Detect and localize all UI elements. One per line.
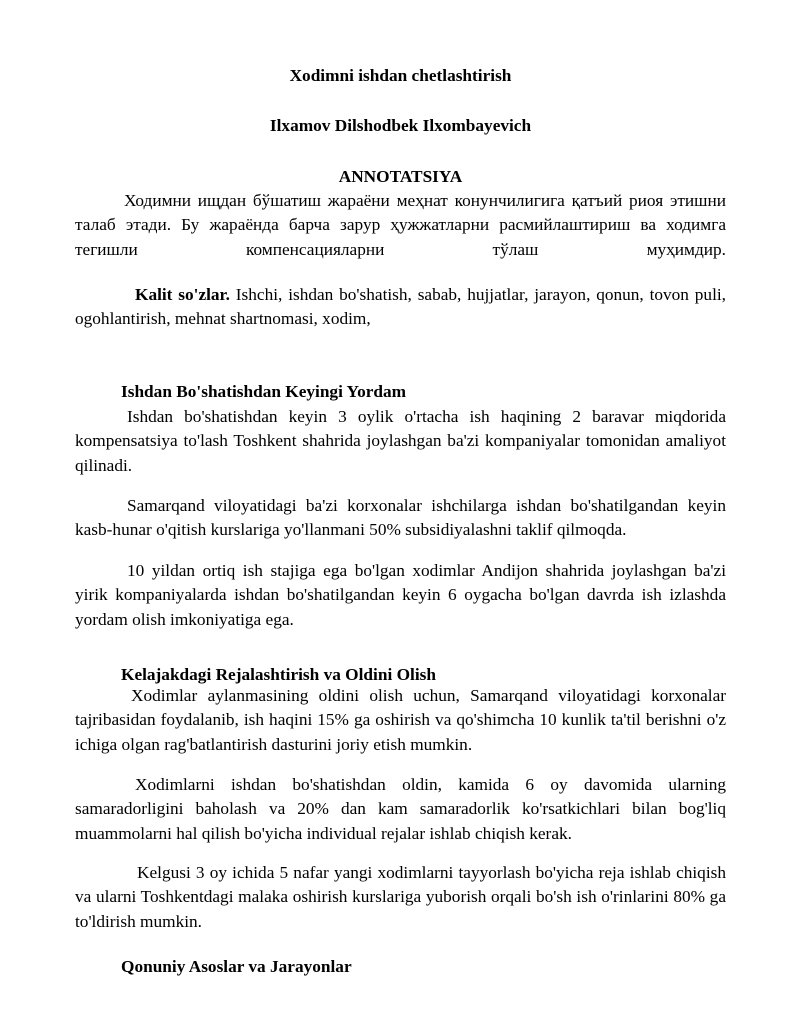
- annotation-heading: ANNOTATSIYA: [338, 167, 463, 186]
- section-paragraph: Samarqand viloyatidagi ba'zi korxonalar ishchilarga ishdan bo'shatilgandan keyin kasb-hunar o'qitish kurslariga yo'llanmani 50% subsidiyalashni taklif qilmoqda.: [75, 496, 726, 540]
- section-heading: Kelajakdagi Rejalashtirish va Oldini Olish: [121, 665, 436, 684]
- section-heading: Qonuniy Asoslar va Jarayonlar: [121, 957, 352, 976]
- section-paragraph: Xodimlar aylanmasining oldini olish uchun, Samarqand viloyatidagi korxonalar tajribasidan foydalanib, ish haqini 15% ga oshirish va qo'shimcha 10 kunlik ta'til berishni o'z ichiga olgan rag'batlantirish dasturini joriy etish mumkin.: [75, 686, 726, 754]
- keywords-text: Ishchi, ishdan bo'shatish, sabab, hujjatlar, jarayon, qonun, tovon puli, ogohlantirish, mehnat shartnomasi, xodim,: [75, 285, 726, 329]
- author-name: Ilxamov Dilshodbek Ilxombayevich: [269, 116, 532, 135]
- annotation-paragraph: Ходимни ищдан бўшатиш жараёни меҳнат конунчилигига қатъий риоя этишни талаб этади. Бу жараёнда барча зарур ҳужжатларни расмийлаштириш ва ходимга тегишли компенсацияларни тўлаш муҳимдир.: [75, 191, 726, 259]
- keywords-paragraph: [75, 283, 726, 332]
- document-title: Xodimni ishdan chetlashtirish: [289, 66, 512, 85]
- section-paragraph: Kelgusi 3 oy ichida 5 nafar yangi xodimlarni tayyorlash bo'yicha reja ishlab chiqish va ularni Toshkentdagi malaka oshirish kurslariga yuborish orqali bo'sh ish o'rinlarini 80% ga to'ldirish mumkin.: [75, 863, 726, 931]
- section-paragraph: Ishdan bo'shatishdan keyin 3 oylik o'rtacha ish haqining 2 baravar miqdorida kompensatsiya to'lash Toshkent shahrida joylashgan ba'zi kompaniyalar tomonidan amaliyot qilinadi.: [75, 407, 726, 475]
- keywords-label: Kalit so'zlar.: [135, 285, 230, 304]
- section-paragraph: Xodimlarni ishdan bo'shatishdan oldin, kamida 6 oy davomida ularning samaradorligini baholash va 20% dan kam samaradorlik ko'rsatkichlari bilan bog'liq muammolarni hal qilish bo'yicha individual rejalar ishlab chiqish kerak.: [75, 775, 726, 843]
- section-paragraph: 10 yildan ortiq ish stajiga ega bo'lgan xodimlar Andijon shahrida joylashgan ba'zi yirik kompaniyalarda ishdan bo'shatilgandan keyin 6 oygacha bo'lgan davrda ish izlashda yordam olish imkoniyatiga ega.: [75, 561, 726, 629]
- section-heading: Ishdan Bo'shatishdan Keyingi Yordam: [121, 382, 407, 401]
